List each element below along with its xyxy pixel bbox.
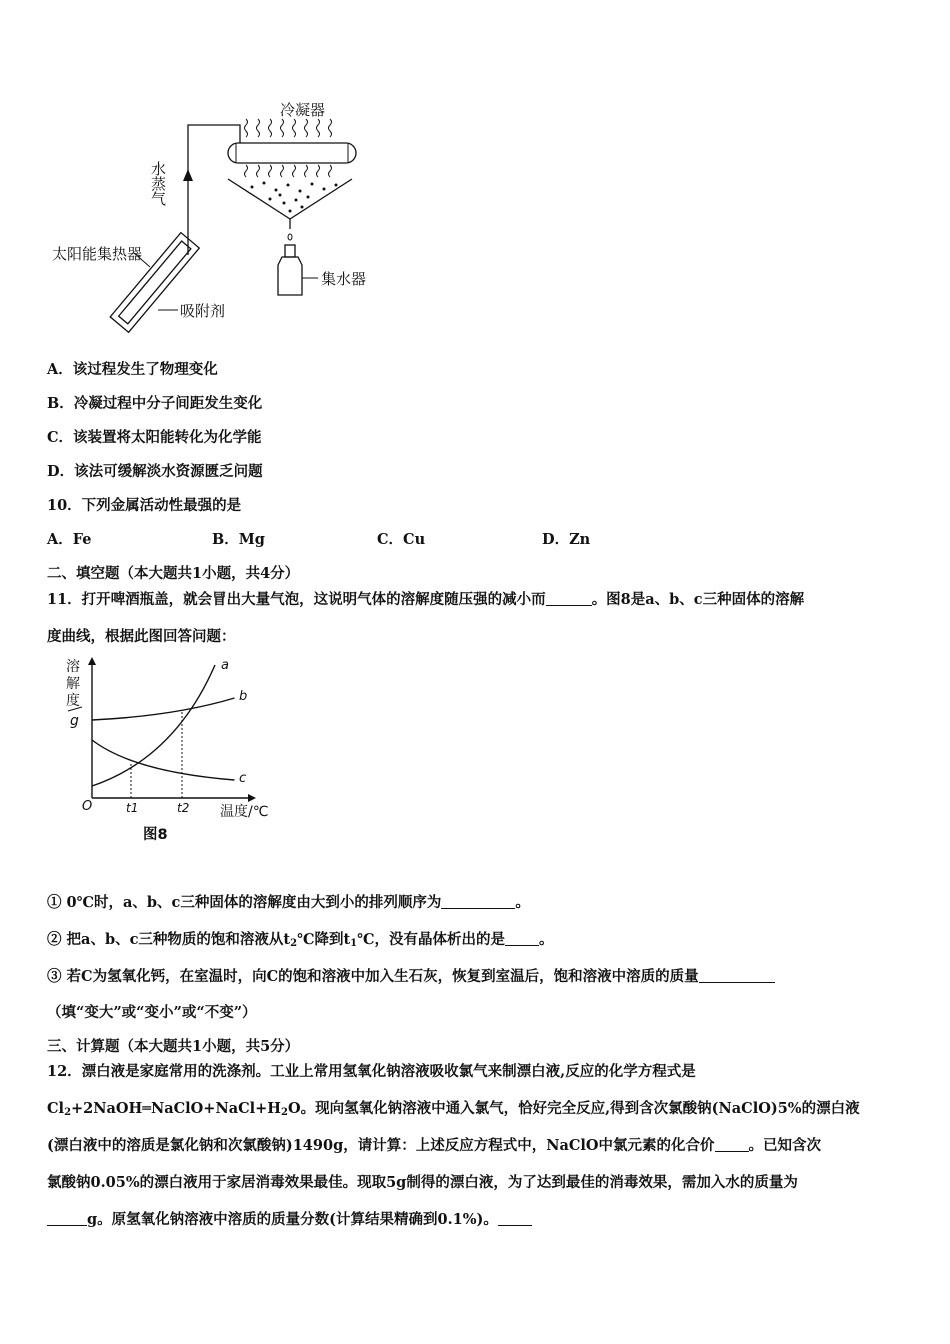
q11-sub1: ① 0℃时，a、b、c三种固体的溶解度由大到小的排列顺序为 。 [47,894,530,911]
answer-blank [699,968,775,983]
q9-option-c: C．该装置将太阳能转化为化学能 [47,429,262,446]
q11-sub2: ② 把a、b、c三种物质的饱和溶液从$t_2℃$降到$t_1℃$，没有晶体析出的是 。 [47,931,554,949]
series-b-line [92,698,235,720]
q10-option-b: B．Mg [212,531,265,548]
vapor-arrow-icon [183,169,193,181]
cooling-waves-icon [245,119,332,177]
q9-option-d: D．该法可缓解淡水资源匮乏问题 [47,463,263,480]
solubility-chart [60,655,300,850]
q11-sub3: ③ 若C为氢氧化钙，在室温时，向C的饱和溶液中加入生石灰，恢复到室温后，饱和溶液中溶质的质量 [47,968,775,986]
answer-blank [715,1137,749,1152]
q10-option-c: C．Cu [377,531,426,548]
answer-blank [505,931,539,946]
q9-option-b: B．冷凝过程中分子间距发生变化 [47,395,263,412]
water-collector-label: 集水器 [321,270,367,288]
y-axis-label-3: 度 [66,693,80,709]
answer-blank [47,1211,87,1226]
series-c-line [92,740,235,780]
section3-heading: 三、计算题（本大题共1小题，共5分） [47,1038,300,1055]
figure-caption: 图8 [143,827,168,843]
q11-stem-line2: 度曲线，根据此图回答问题： [47,628,236,645]
section2-heading: 二、填空题（本大题共1小题，共4分） [47,565,300,582]
q12-line3: (漂白液中的溶质是氯化钠和次氯酸钠)1490g，请计算：上述反应方程式中，NaClO中氯元素的化合价 。已知含次 [47,1137,822,1154]
q11-stem-line1: 11．打开啤酒瓶盖，就会冒出大量气泡，这说明气体的溶解度随压强的减小而 。图8是a、b、c三种固体的溶解 [47,591,805,608]
y-axis-arrow-icon [88,657,96,665]
condenser-tube [228,143,356,163]
tick-label-t2: t2 [177,801,190,815]
x-axis-label: 温度/℃ [220,804,269,820]
origin-label: O [82,799,93,814]
collector-label: 太阳能集热器 [52,245,143,263]
answer-blank [498,1211,532,1226]
condenser-label: 冷凝器 [280,101,326,119]
answer-blank [441,894,515,909]
q10-stem: 10．下列金属活动性最强的是 [47,497,242,514]
x-axis-arrow-icon [248,794,256,802]
series-c-label: c [239,771,247,786]
q10-option-a: A．Fe [47,531,92,548]
series-a-label: a [221,658,229,673]
q9-option-a: A．该过程发生了物理变化 [47,361,218,378]
water-collector-bottle [278,245,302,295]
q11-sub3-note: （填“变大”或“变小”或“不变”） [47,1004,257,1021]
answer-blank [546,591,592,606]
apparatus-figure [40,95,400,335]
series-b-label: b [239,689,248,704]
q12-line1: 12．漂白液是家庭常用的洗涤剂。工业上常用氢氧化钠溶液吸收氯气来制漂白液,反应的化学方程式是 [47,1063,696,1080]
y-axis-unit: g [70,713,79,729]
vapor-label: 水蒸气 [149,161,167,206]
q12-line5: g。原氢氧化钠溶液中溶质的质量分数(计算结果精确到0.1%)。 [47,1211,532,1229]
q12-line2: $Cl_2+2NaOH═NaClO+NaCl+H_2O$。现向氢氧化钠溶液中通入氯气，恰好完全反应,得到含次氯酸钠(NaClO)5%的漂白液 [47,1100,860,1118]
tick-label-t1: t1 [126,801,139,815]
y-axis-label-1: 溶 [66,659,80,675]
q12-line4: 氯酸钠0.05%的漂白液用于家居消毒效果最佳。现取5g制得的漂白液，为了达到最佳的消毒效果，需加入水的质量为 [47,1174,798,1191]
y-axis-label-2: 解 [66,676,80,692]
funnel [228,179,352,219]
q10-option-d: D．Zn [542,531,591,548]
adsorbent-label: 吸附剂 [180,302,226,320]
